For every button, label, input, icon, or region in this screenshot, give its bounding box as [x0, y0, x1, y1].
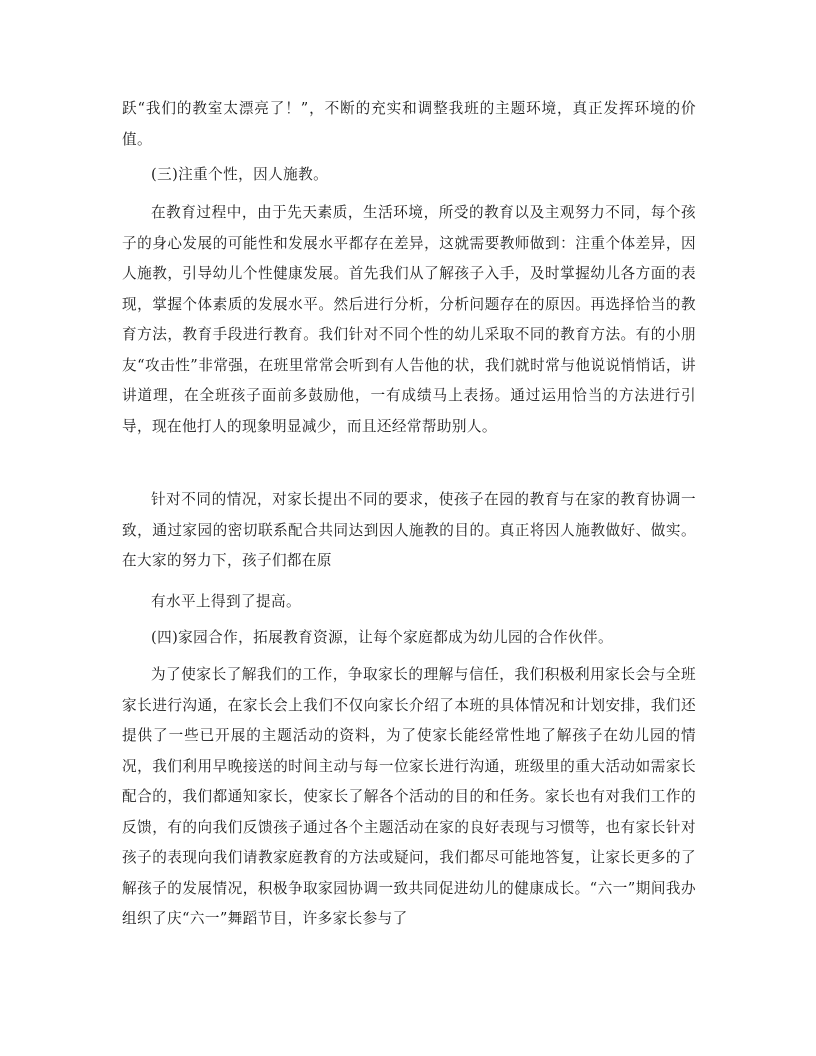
- paragraph-individual-teaching: 在教育过程中，由于先天素质，生活环境，所受的教育以及主观努力不同，每个孩子的身心发展的可能性和发展水平都存在差异，这就需要教师做到：注重个体差异，因人施教，引导幼儿个性健康发展。首先我们从了解孩子入手，及时掌握幼儿各方面的表现，掌握个体素质的发展水平。然后进行分析，分析问题存在的原因。再选择恰当的教育方法，教育手段进行教育。我们针对不同个性的幼儿采取不同的教育方法。有的小朋友“攻击性”非常强，在班里常常会听到有人告他的状，我们就时常与他说说悄悄话，讲讲道理，在全班孩子面前多鼓励他，一有成绩马上表扬。通过运用恰当的方法进行引导，现在他打人的现象明显减少，而且还经常帮助别人。: [122, 204, 696, 435]
- section-heading-individuality: (三)注重个性，因人施教。: [151, 166, 329, 183]
- paragraph-environment-continued: 跃“我们的教室太漂亮了！”，不断的充实和调整我班的主题环境，真正发挥环境的价值。: [122, 100, 696, 148]
- paragraph-parent-communication: 为了使家长了解我们的工作，争取家长的理解与信任，我们积极利用家长会与全班家长进行沟通，在家长会上我们不仅向家长介绍了本班的具体情况和计划安排，我们还提供了一些已开展的主题活动的资料，为了使家长能经常性地了解孩子在幼儿园的情况，我们利用早晚接送的时间主动与每一位家长进行沟通，班级里的重大活动如需家长配合的，我们都通知家长，使家长了解各个活动的目的和任务。家长也有对我们工作的反馈，有的向我们反馈孩子通过各个主题活动在家的良好表现与习惯等，也有家长针对孩子的表现向我们请教家庭教育的方法或疑问，我们都尽可能地答复，让家长更多的了解孩子的发展情况，积极争取家园协调一致共同促进幼儿的健康成长。“六一”期间我办组织了庆“六一”舞蹈节目，许多家长参与了: [122, 666, 696, 927]
- paragraph-parent-requirements: 针对不同的情况，对家长提出不同的要求，使孩子在园的教育与在家的教育协调一致，通过家园的密切联系配合共同达到因人施教的目的。真正将因人施教做好、做实。在大家的努力下，孩子们都在原: [122, 491, 696, 569]
- paragraph-improvement-line: 有水平上得到了提高。: [151, 593, 301, 610]
- section-heading-home-school: (四)家园合作，拓展教育资源，让每个家庭都成为幼儿园的合作伙伴。: [151, 629, 614, 646]
